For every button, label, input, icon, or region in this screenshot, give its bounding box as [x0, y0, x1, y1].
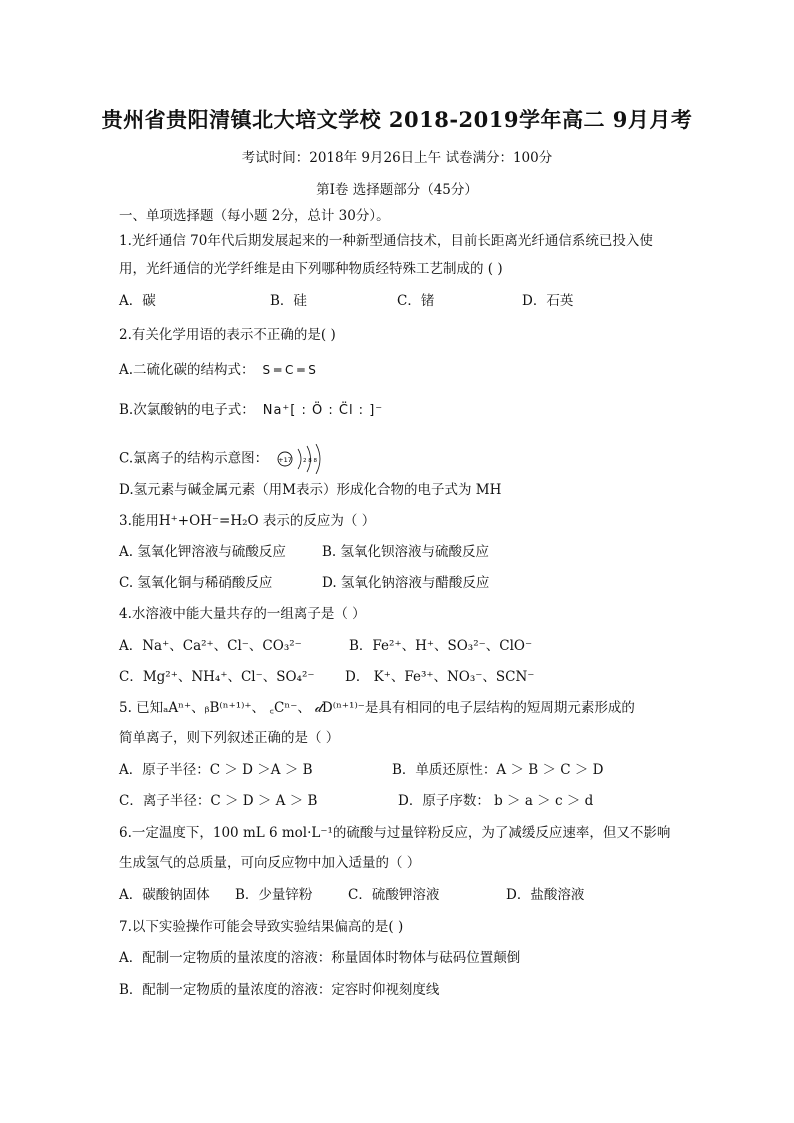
- q1-option-b: B．硅: [270, 293, 307, 309]
- q2-stem: 2.有关化学用语的表示不正确的是( ): [119, 327, 336, 343]
- q4-option-b: B．Fe²⁺、H⁺、SO₃²⁻、ClO⁻: [349, 638, 533, 654]
- q5-option-d: D．原子序数： b ＞ a ＞ c ＞ d: [398, 793, 594, 809]
- q2-option-d: D.氢元素与碱金属元素（用M表示）形成化合物的电子式为 MH: [119, 482, 502, 498]
- q5-option-a: A．原子半径：C ＞ D ＞A ＞ B: [119, 762, 313, 778]
- q3-option-a: A. 氢氧化钾溶液与硫酸反应: [119, 544, 286, 560]
- q6-option-c: C．硫酸钾溶液: [348, 887, 440, 903]
- q3-option-d: D. 氢氧化钠溶液与醋酸反应: [322, 575, 490, 591]
- q7-stem: 7.以下实验操作可能会导致实验结果偏高的是( ): [119, 919, 404, 935]
- q3-option-b: B. 氢氧化钡溶液与硫酸反应: [322, 544, 490, 560]
- q1-stem-line2: 用，光纤通信的光学纤维是由下列哪种物质经特殊工艺制成的 ( ): [119, 261, 503, 277]
- part-heading: 一、单项选择题（每小题 2分，总计 30分）。: [119, 208, 390, 224]
- nucleus-label: +17: [278, 456, 293, 464]
- shell-electron-counts: 2 8 8: [303, 458, 318, 464]
- q1-option-c: C．锗: [397, 293, 435, 309]
- q2-option-c: [119, 444, 328, 474]
- q5-option-b: B．单质还原性：A ＞ B ＞ C ＞ D: [392, 762, 604, 778]
- q6-stem-line1: 6.一定温度下，100 mL 6 mol·L⁻¹的硫酸与过量锌粉反应，为了减缓反应速率，但又不影响: [119, 825, 671, 841]
- q7-option-b: B．配制一定物质的量浓度的溶液：定容时仰视刻度线: [119, 982, 440, 998]
- q1-stem-line1: 1.光纤通信 70年代后期发展起来的一种新型通信技术，目前长距离光纤通信系统已投入使: [119, 233, 653, 249]
- q3-option-c: C. 氢氧化铜与稀硝酸反应: [119, 575, 273, 591]
- q2-option-b: [119, 401, 383, 420]
- exam-title: 贵州省贵阳清镇北大培文学校 2018-2019学年高二 9月月考: [101, 107, 693, 132]
- q5-stem-line1: 5. 已知ₐAⁿ⁺、ᵦB⁽ⁿ⁺¹⁾⁺、 ꜀Cⁿ⁻、 𝒹D⁽ⁿ⁺¹⁾⁻是具有相同的电子层结构的短周期元素形成的: [119, 700, 635, 716]
- q7-option-a: A．配制一定物质的量浓度的溶液：称量固体时物体与砝码位置颠倒: [119, 950, 521, 966]
- chloride-ion-structure-diagram: [276, 444, 328, 474]
- q6-stem-line2: 生成氢气的总质量，可向反应物中加入适量的（ ）: [119, 855, 421, 871]
- q2-option-a-label: A.二硫化碳的结构式：: [119, 362, 255, 378]
- q2-option-b-label: B.次氯酸钠的电子式：: [119, 402, 255, 418]
- q2-option-c-label: C.氯离子的结构示意图：: [119, 450, 269, 467]
- cs2-structural-formula: S ═ C ═ S: [262, 363, 316, 377]
- q3-stem: 3.能用H⁺+OH⁻=H₂O 表示的反应为（ ）: [119, 513, 376, 529]
- q5-option-c: C．离子半径：C ＞ D ＞ A ＞ B: [119, 793, 318, 809]
- q1-option-a: A．碳: [119, 293, 156, 309]
- q4-option-c: C．Mg²⁺、NH₄⁺、Cl⁻、SO₄²⁻: [119, 669, 315, 685]
- q6-option-d: D．盐酸溶液: [506, 887, 585, 903]
- q4-option-a: A．Na⁺、Ca²⁺、Cl⁻、CO₃²⁻: [119, 638, 302, 654]
- q4-option-d: D． K⁺、Fe³⁺、NO₃⁻、SCN⁻: [345, 669, 535, 685]
- q2-option-a: [119, 361, 316, 379]
- exam-info: 考试时间：2018年 9月26日上午 试卷满分：100分: [241, 150, 553, 166]
- q1-option-d: D．石英: [522, 293, 574, 309]
- q5-stem-line2: 简单离子，则下列叙述正确的是（ ）: [119, 730, 340, 746]
- q6-option-b: B．少量锌粉: [235, 887, 313, 903]
- section-title: 第Ⅰ卷 选择题部分（45分）: [316, 182, 478, 198]
- q4-stem: 4.水溶液中能大量共存的一组离子是（ ）: [119, 606, 366, 622]
- naclo-electron-formula: Na⁺[ : Ö : C̈l : ]⁻: [262, 403, 384, 418]
- q6-option-a: A．碳酸钠固体: [119, 887, 210, 903]
